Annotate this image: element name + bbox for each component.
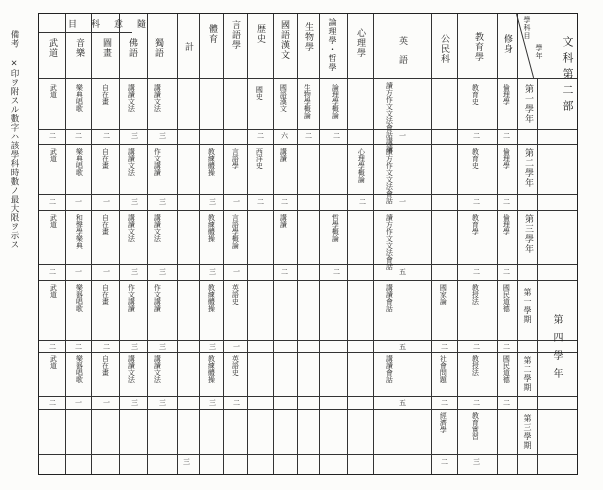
header-zuga: 圖畫 <box>101 38 111 58</box>
cell-r5-komin: 社會問題 <box>439 355 448 383</box>
col-line <box>199 14 200 474</box>
year-3: 第三學年 <box>523 214 533 254</box>
hours: 三 <box>159 198 166 206</box>
hours: 一 <box>75 399 82 407</box>
corner-year-label: 學年 <box>535 44 543 60</box>
cell-r1-seibutsu: 生物學概論 <box>303 84 312 119</box>
cell-r1-kokugo: 國語漢文 <box>279 84 288 112</box>
hours: 三 <box>131 399 138 407</box>
hours: 三 <box>183 458 190 466</box>
cell-r6-kyoiku: 教育實習 <box>471 412 480 440</box>
cell-r5-budo: 武道 <box>49 355 58 369</box>
cell-r1-ronri: 論理學概論 <box>331 84 340 119</box>
cell-r3-gengo: 言語學概論 <box>231 214 240 249</box>
hours: 三 <box>159 268 166 276</box>
term-1: 第一學期 <box>523 288 532 324</box>
col-line <box>431 14 432 474</box>
col-line-term <box>537 78 538 474</box>
hours: 二 <box>75 132 82 140</box>
cell-r1-doku: 講讀文法 <box>153 84 162 112</box>
cell-r2-kokugo: 講讀 <box>279 148 288 162</box>
elective-group-label: 目科意隨 <box>67 20 160 30</box>
cell-r2-ongaku: 樂典唱歌 <box>75 148 84 176</box>
term-3: 第三學期 <box>523 414 532 450</box>
hours: 三 <box>473 458 480 466</box>
cell-r2-eigo: 讀方作文文法會話 <box>385 148 394 204</box>
hours: 一 <box>103 399 110 407</box>
hours: 二 <box>49 399 56 407</box>
hours: 五 <box>399 268 406 276</box>
cell-r3-shushin: 倫理學 <box>502 214 511 235</box>
hours: 二 <box>103 343 110 351</box>
cell-r4-kyoiku: 教授法 <box>471 284 480 305</box>
cell-r1-kyoiku: 教育史 <box>471 84 480 105</box>
cell-r4-komin: 國家論 <box>439 284 448 305</box>
hours: 二 <box>305 132 312 140</box>
cell-r5-ongaku: 樂器唱歌 <box>75 355 84 383</box>
hours: 二 <box>281 198 288 206</box>
hours: 二 <box>441 399 448 407</box>
hours: 三 <box>159 132 166 140</box>
cell-r3-kokugo: 講讀 <box>279 214 288 228</box>
hours: 三 <box>159 399 166 407</box>
cell-r4-futsu: 作文講讀 <box>127 284 136 312</box>
cell-r4-taiiku: 教練體操 <box>207 284 216 312</box>
header-shushin: 修身 <box>502 34 512 54</box>
hours: 一 <box>233 198 240 206</box>
cell-r1-futsu: 講讀文法 <box>127 84 136 112</box>
cell-r3-eigo: 讀方作文文法會話 <box>385 214 394 270</box>
cell-r5-eigo: 講讀會話 <box>385 355 394 383</box>
cell-r5-gengo: 英語史 <box>231 355 240 376</box>
header-doku: 獨語 <box>153 38 163 58</box>
hours: 二 <box>473 399 480 407</box>
cell-r3-taiiku: 教練體操 <box>207 214 216 242</box>
hours: 一 <box>233 343 240 351</box>
hours: 三 <box>131 198 138 206</box>
cell-r4-doku: 作文講讀 <box>153 284 162 312</box>
header-shinri: 心理學 <box>355 28 365 58</box>
col-line <box>91 14 92 474</box>
hours: 二 <box>473 198 480 206</box>
hours: 二 <box>441 343 448 351</box>
year-1: 第一學年 <box>523 84 533 124</box>
hours: 三 <box>159 343 166 351</box>
hours: 二 <box>503 198 510 206</box>
col-line <box>497 14 498 474</box>
cell-r3-ongaku: 和聲學樂典 <box>75 214 84 249</box>
cell-r2-taiiku: 教練體操 <box>207 148 216 176</box>
col-line <box>147 14 148 474</box>
cell-r3-doku: 講讀文法 <box>153 214 162 242</box>
hours: 一 <box>75 198 82 206</box>
corner-label: 學科目 <box>523 16 531 40</box>
hours: 二 <box>503 132 510 140</box>
cell-r2-budo: 武道 <box>49 148 58 162</box>
cell-r1-shushin: 倫理學 <box>502 84 511 105</box>
cell-r2-futsu: 講讀文法 <box>127 148 136 176</box>
cell-r4-eigo: 講讀會話 <box>385 284 394 312</box>
hours: 二 <box>333 132 340 140</box>
hours: 二 <box>281 268 288 276</box>
hours: 二 <box>49 343 56 351</box>
cell-r6-komin: 經濟學 <box>439 412 448 433</box>
hours: 三 <box>209 268 216 276</box>
hours: 一 <box>75 268 82 276</box>
cell-r2-shinri: 心理學概論 <box>357 148 366 183</box>
cell-r4-gengo: 英語史 <box>231 284 240 305</box>
hours: 二 <box>503 343 510 351</box>
hours: 二 <box>503 268 510 276</box>
cell-r3-zuga: 自在畫 <box>101 214 110 235</box>
cell-r2-zuga: 自在畫 <box>101 148 110 169</box>
hours: 一 <box>103 268 110 276</box>
cell-r1-ongaku: 樂典唱歌 <box>75 84 84 112</box>
col-line <box>273 14 274 474</box>
cell-r2-rekishi: 西洋史 <box>255 148 264 169</box>
hours: 一 <box>399 198 406 206</box>
cell-r3-ronri: 哲學概論 <box>331 214 340 242</box>
hours: 三 <box>209 399 216 407</box>
col-line <box>517 14 518 474</box>
col-line <box>177 14 178 474</box>
hours: 三 <box>209 198 216 206</box>
header-taiiku: 體育 <box>207 24 217 44</box>
curriculum-table <box>38 13 578 475</box>
hours: 五 <box>399 399 406 407</box>
cell-r5-futsu: 講讀文法 <box>127 355 136 383</box>
remarks-note: 備考 ×印ヲ附スル數字ハ該學科時數ノ最大限ヲ示ス <box>9 30 19 249</box>
header-eigo: 英語 <box>397 36 407 74</box>
hours: 五 <box>399 343 406 351</box>
cell-r4-shushin: 國民道德 <box>502 284 511 312</box>
cell-r2-doku: 作文講讀 <box>153 148 162 176</box>
col-line <box>223 14 224 474</box>
header-ongaku: 音樂 <box>74 38 84 58</box>
cell-r3-kyoiku: 教育學 <box>471 214 480 235</box>
hours: 二 <box>257 132 264 140</box>
header-kyoiku: 教育學 <box>473 32 483 62</box>
cell-r5-taiiku: 教練體操 <box>207 355 216 383</box>
col-line <box>119 14 120 474</box>
table-title: 文科第二部 <box>561 36 574 116</box>
header-kei: 計 <box>183 42 193 52</box>
header-budo: 武道 <box>47 38 57 58</box>
hours: 二 <box>49 268 56 276</box>
hours: 二 <box>473 132 480 140</box>
header-ronri: 論理學・哲學 <box>328 18 337 72</box>
cell-r4-zuga: 自在畫 <box>101 284 110 305</box>
header-rekishi: 歴史 <box>255 24 265 44</box>
hours: 二 <box>441 458 448 466</box>
hours: 二 <box>257 198 264 206</box>
header-komin: 公民科 <box>439 34 449 64</box>
cell-r3-futsu: 講讀文法 <box>127 214 136 242</box>
col-line <box>247 14 248 474</box>
hours: 三 <box>209 343 216 351</box>
hours: 三 <box>131 268 138 276</box>
header-gengo: 言語學 <box>230 20 240 50</box>
hours: 一 <box>233 268 240 276</box>
col-line <box>347 14 348 474</box>
hours: 二 <box>49 132 56 140</box>
cell-r2-gengo: 言語學 <box>231 148 240 169</box>
year-4: 第四學年 <box>551 314 562 386</box>
hours: 二 <box>359 198 366 206</box>
cell-r4-budo: 武道 <box>49 284 58 298</box>
hours: 二 <box>473 343 480 351</box>
cell-r1-eigo: 讀方作文文法會話講讀 <box>385 82 394 152</box>
cell-r2-shushin: 倫理學 <box>502 148 511 169</box>
header-seibutsu: 生物學 <box>303 22 313 52</box>
year-2: 第二學年 <box>523 148 533 188</box>
hours: 一 <box>399 132 406 140</box>
col-line <box>297 14 298 474</box>
cell-r2-kyoiku: 教育史 <box>471 148 480 169</box>
hours: 一 <box>103 198 110 206</box>
cell-r4-ongaku: 樂器唱歌 <box>75 284 84 312</box>
cell-r5-doku: 講讀文法 <box>153 355 162 383</box>
cell-r1-zuga: 自在畫 <box>101 84 110 105</box>
header-kokugo: 國語漢文 <box>279 20 289 60</box>
hours: 二 <box>103 132 110 140</box>
hours: 二 <box>473 268 480 276</box>
term-2: 第二學期 <box>523 356 532 392</box>
cell-r1-budo: 武道 <box>49 84 58 98</box>
cell-r5-kyoiku: 教授法 <box>471 355 480 376</box>
hours: 六 <box>281 132 288 140</box>
hours: 二 <box>333 268 340 276</box>
hours: 二 <box>233 399 240 407</box>
hours: 二 <box>75 343 82 351</box>
header-futsu: 佛語 <box>127 38 137 58</box>
col-line <box>457 14 458 474</box>
hours: 三 <box>131 132 138 140</box>
hours: 三 <box>131 343 138 351</box>
col-line <box>319 14 320 474</box>
cell-r3-budo: 武道 <box>49 214 58 228</box>
cell-r5-shushin: 國民道德 <box>502 355 511 383</box>
cell-r1-rekishi: 國史 <box>255 86 264 100</box>
col-line <box>373 14 374 474</box>
hours: 二 <box>503 399 510 407</box>
col-line <box>65 14 66 474</box>
hours: 二 <box>49 198 56 206</box>
cell-r5-zuga: 自在畫 <box>101 355 110 376</box>
